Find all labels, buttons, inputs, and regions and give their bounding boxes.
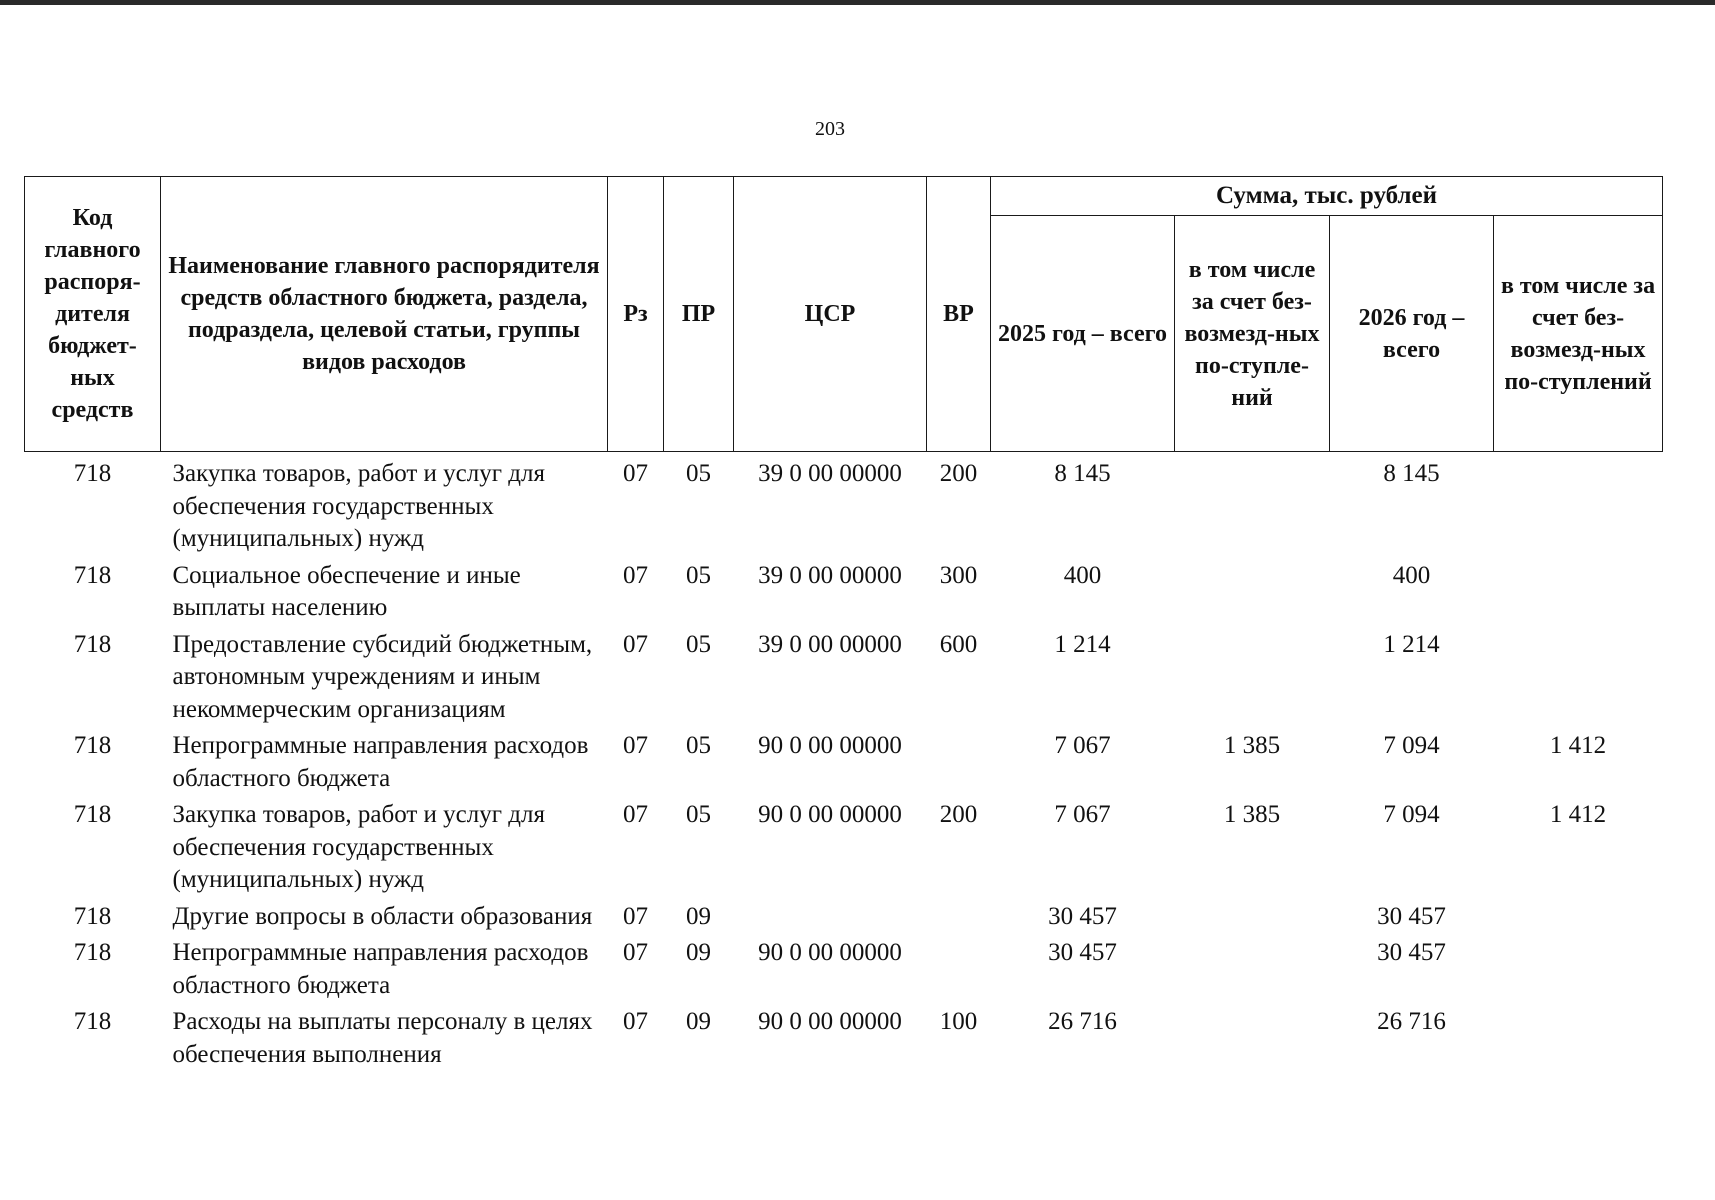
cell-rz: 07	[623, 460, 648, 487]
cell-pr: 09	[686, 1008, 711, 1035]
cell-2025-gratuitous	[1175, 933, 1330, 1002]
page-number: 203	[815, 118, 845, 140]
cell-rz: 07	[623, 902, 648, 930]
cell-2026-total: 400	[1392, 561, 1431, 589]
header-2026-total: 2026 год – всего	[1330, 216, 1494, 452]
cell-2026-gratuitous: 1 412	[1549, 732, 1607, 759]
cell-vr: 300	[939, 561, 978, 589]
cell-code: 718	[73, 732, 112, 759]
cell-2025-gratuitous	[1175, 897, 1330, 934]
cell-pr: 09	[686, 939, 711, 966]
header-vr: ВР	[927, 177, 991, 452]
cell-csr: 90 0 00 00000	[758, 801, 902, 828]
table-row	[25, 625, 1663, 727]
cell-code: 718	[73, 460, 112, 487]
cell-2026-gratuitous	[1494, 897, 1663, 934]
cell-vr: 200	[939, 460, 978, 487]
cell-2025-total: 1 214	[1054, 630, 1111, 658]
table-row	[25, 933, 1663, 1002]
cell-code: 718	[73, 561, 112, 589]
cell-name: Предоставление субсидий бюджетным, автономным учреждениям и иным некоммерческим организациям	[172, 630, 593, 723]
cell-2026-total: 26 716	[1377, 1008, 1446, 1035]
cell-2025-total: 30 457	[1048, 939, 1117, 966]
top-border-line	[0, 0, 1715, 5]
cell-rz: 07	[623, 561, 648, 589]
cell-name: Расходы на выплаты персоналу в целях обеспечения выполнения	[172, 1008, 593, 1068]
header-2026-gratuitous: в том числе за счет без-возмезд-ных по-ступлений	[1494, 216, 1663, 452]
cell-2025-gratuitous: 1 385	[1223, 732, 1281, 759]
cell-csr: 39 0 00 00000	[758, 460, 902, 487]
cell-csr: 39 0 00 00000	[758, 561, 902, 589]
cell-2025-total: 8 145	[1054, 460, 1111, 487]
cell-2026-gratuitous	[1494, 625, 1663, 727]
cell-name: Другие вопросы в области образования	[172, 902, 593, 930]
cell-vr	[927, 897, 991, 934]
header-pr: ПР	[664, 177, 734, 452]
cell-rz: 07	[623, 732, 648, 759]
cell-2025-total: 26 716	[1048, 1008, 1117, 1035]
cell-csr: 39 0 00 00000	[758, 630, 902, 658]
table-row	[25, 556, 1663, 625]
cell-code: 718	[73, 1008, 112, 1035]
cell-2026-total: 7 094	[1383, 732, 1440, 759]
cell-pr: 05	[686, 801, 711, 828]
table-row	[25, 1002, 1663, 1071]
cell-name: Непрограммные направления расходов областного бюджета	[172, 939, 589, 999]
cell-csr: 90 0 00 00000	[758, 939, 902, 966]
header-2025-gratuitous: в том числе за счет без-возмезд-ных по-ступле-ний	[1175, 216, 1330, 452]
cell-pr: 05	[686, 732, 711, 759]
cell-name: Закупка товаров, работ и услуг для обеспечения государственных (муниципальных) нужд	[172, 801, 545, 893]
cell-name: Закупка товаров, работ и услуг для обеспечения государственных (муниципальных) нужд	[172, 460, 545, 552]
header-sum-group: Сумма, тыс. рублей	[991, 177, 1663, 216]
cell-rz: 07	[623, 1008, 648, 1035]
cell-code: 718	[73, 902, 112, 930]
header-rz: Рз	[608, 177, 664, 452]
table-row	[25, 897, 1663, 934]
cell-pr: 05	[686, 460, 711, 487]
cell-2026-gratuitous	[1494, 933, 1663, 1002]
cell-2026-total: 30 457	[1377, 939, 1446, 966]
cell-2026-gratuitous	[1494, 452, 1663, 556]
cell-code: 718	[73, 939, 112, 966]
cell-vr	[927, 726, 991, 795]
cell-2026-gratuitous	[1494, 1002, 1663, 1071]
cell-csr	[734, 897, 927, 934]
cell-2026-gratuitous: 1 412	[1549, 801, 1607, 828]
cell-2025-total: 400	[1063, 561, 1102, 589]
table-body	[25, 452, 1663, 1072]
header-csr: ЦСР	[734, 177, 927, 452]
cell-2025-gratuitous	[1175, 452, 1330, 556]
cell-rz: 07	[623, 801, 648, 828]
cell-2026-gratuitous	[1494, 556, 1663, 625]
cell-2025-total: 7 067	[1054, 732, 1111, 759]
cell-pr: 05	[686, 630, 711, 658]
budget-table	[24, 176, 1663, 1071]
cell-2025-total: 30 457	[1048, 902, 1117, 930]
cell-code: 718	[73, 801, 112, 828]
cell-code: 718	[73, 630, 112, 658]
cell-2026-total: 8 145	[1383, 460, 1440, 487]
table-header	[25, 177, 1663, 452]
header-code: Код главного распоря-дителя бюджет-ных средств	[25, 177, 161, 452]
cell-2026-total: 30 457	[1377, 902, 1446, 930]
cell-csr: 90 0 00 00000	[758, 1008, 902, 1035]
header-2025-total: 2025 год – всего	[991, 216, 1175, 452]
header-name: Наименование главного распорядителя средств областного бюджета, раздела, подраздела, целевой статьи, группы видов расходов	[161, 177, 608, 452]
cell-2026-total: 1 214	[1383, 630, 1440, 658]
cell-pr: 05	[686, 561, 711, 589]
cell-2025-total: 7 067	[1054, 801, 1111, 828]
cell-vr: 200	[939, 801, 978, 828]
cell-pr: 09	[686, 902, 711, 930]
cell-2025-gratuitous: 1 385	[1223, 801, 1281, 828]
cell-rz: 07	[623, 939, 648, 966]
table-row	[25, 452, 1663, 556]
cell-name: Социальное обеспечение и иные выплаты населению	[172, 561, 521, 621]
cell-2026-total: 7 094	[1383, 801, 1440, 828]
cell-2025-gratuitous	[1175, 556, 1330, 625]
table-row	[25, 726, 1663, 795]
cell-2025-gratuitous	[1175, 1002, 1330, 1071]
cell-name: Непрограммные направления расходов областного бюджета	[172, 732, 589, 792]
table-row	[25, 795, 1663, 897]
cell-rz: 07	[623, 630, 648, 658]
cell-vr	[927, 933, 991, 1002]
cell-vr: 600	[939, 630, 978, 658]
cell-2025-gratuitous	[1175, 625, 1330, 727]
cell-vr: 100	[939, 1008, 978, 1035]
cell-csr: 90 0 00 00000	[758, 732, 902, 759]
